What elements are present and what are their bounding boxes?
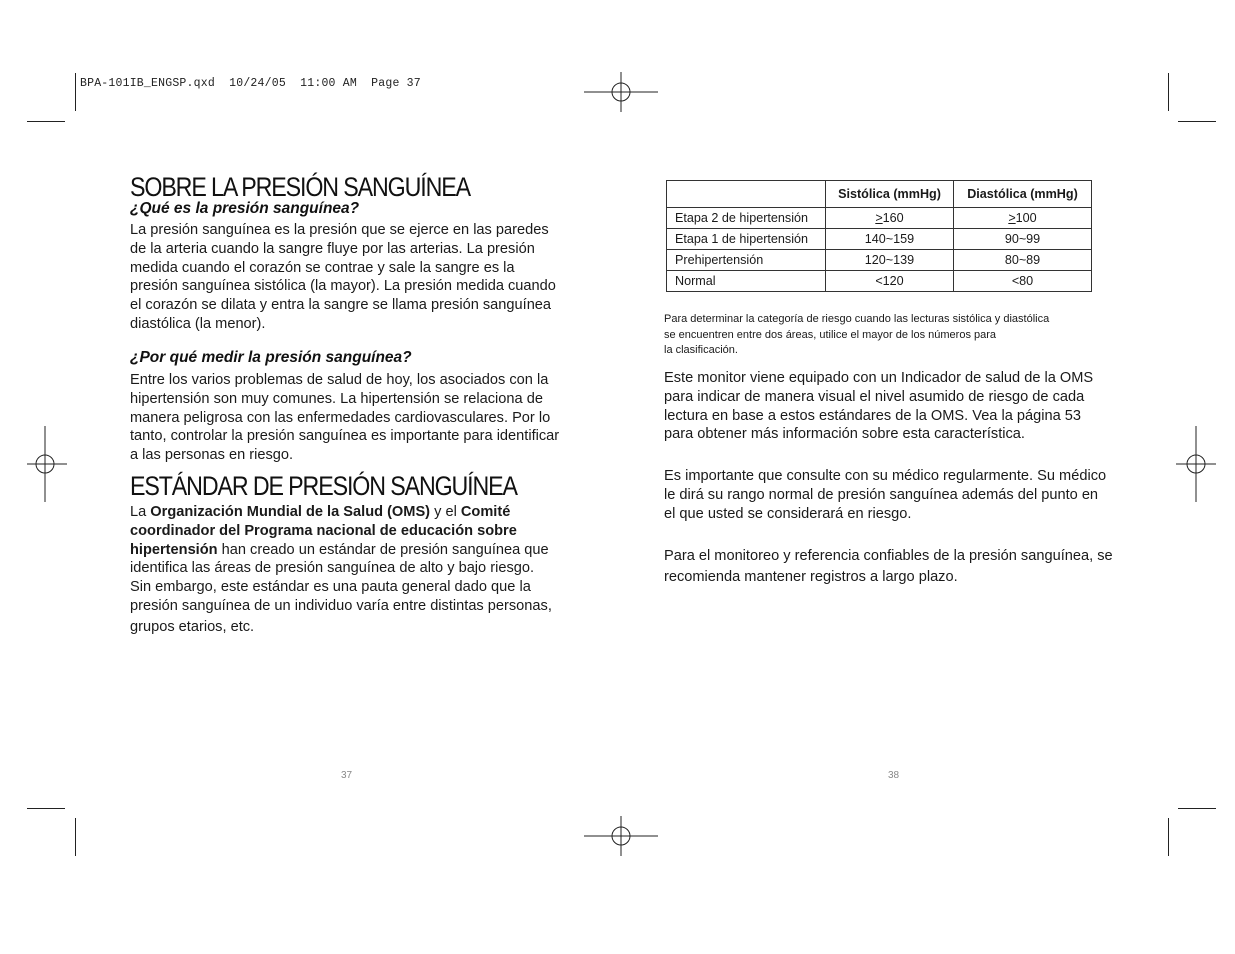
registration-mark-left: [27, 426, 67, 502]
row-label: Etapa 1 de hipertensión: [667, 229, 826, 250]
text-line: el que usted se considerará en riesgo.: [664, 505, 912, 522]
systolic-value: [826, 208, 954, 229]
crop-mark: [1168, 818, 1169, 856]
text-line: Para determinar la categoría de riesgo cuando las lecturas sistólica y diastólica: [664, 313, 1050, 325]
row-label: Etapa 2 de hipertensión: [667, 208, 826, 229]
crop-mark: [75, 818, 76, 856]
crop-mark: [1168, 73, 1169, 111]
print-slug: BPA-101IB_ENGSP.qxd 10/24/05 11:00 AM Page 37: [80, 77, 421, 90]
registration-mark-bottom: [584, 816, 658, 856]
paragraph-why-measure: [130, 371, 559, 465]
text-line: La presión sanguínea es la presión que se ejerce en las paredes: [130, 222, 549, 238]
subheading-what-is-blood-pressure: ¿Qué es la presión sanguínea?: [130, 200, 360, 217]
crop-mark: [1178, 121, 1216, 122]
table-row: [667, 208, 1092, 229]
bold-committee-name: Comité: [460, 504, 511, 520]
table-row: [667, 250, 1092, 271]
text-line: el corazón se dilata y entra la sangre se llama presión sanguínea: [130, 297, 552, 314]
diastolic-value: 90~99: [954, 229, 1092, 250]
bold-committee-name: coordinador del Programa nacional de educación sobre: [130, 522, 517, 539]
registration-mark-right: [1176, 426, 1216, 502]
value-text: 100: [1015, 211, 1037, 225]
text-line: medida cuando el corazón se contrae y sale la sangre es la: [130, 259, 515, 276]
text-run: La: [130, 504, 151, 520]
subheading-why-measure: ¿Por qué medir la presión sanguínea?: [130, 349, 412, 366]
text-line: Sin embargo, este estándar es una pauta general dado que la: [130, 579, 531, 596]
text-line: manera peligrosa con las enfermedades cardiovasculares. Por lo: [130, 409, 551, 426]
registration-mark-top: [584, 72, 658, 112]
text-line: la clasificación.: [664, 344, 738, 356]
text-line: a las personas en riesgo.: [130, 447, 294, 464]
text-line: Es importante que consulte con su médico regularmente. Su médico: [664, 468, 1107, 484]
row-label: Normal: [667, 271, 826, 292]
text-line: hipertensión son muy comunes. La hipertensión se relaciona de: [130, 390, 543, 407]
text-line: recomienda mantener registros a largo plazo.: [664, 569, 958, 585]
crop-mark: [27, 121, 65, 122]
bold-organization-name: Organización Mundial de la Salud (OMS): [150, 504, 431, 520]
text-line: presión sanguínea de un individuo varía entre distintas personas,: [130, 597, 552, 614]
paragraph-standard: [130, 503, 552, 637]
table-footnote: [664, 312, 1049, 359]
diastolic-value: <80: [954, 271, 1092, 292]
crop-mark: [75, 73, 76, 111]
systolic-value: <120: [826, 271, 954, 292]
value-text: 160: [882, 211, 904, 225]
page-number-left: 37: [341, 770, 353, 781]
text-line: Entre los varios problemas de salud de hoy, los asociados con la: [130, 372, 549, 388]
text-line: presión sanguínea sistólica (la mayor). La presión medida cuando: [130, 278, 556, 295]
diastolic-value: [954, 208, 1092, 229]
section-title-about-blood-pressure: SOBRE LA PRESIÓN SANGUÍNEA: [130, 172, 470, 202]
paragraph-consult-doctor: [664, 467, 1106, 523]
systolic-value: 120~139: [826, 250, 954, 271]
text-line: lectura en base a estos estándares de la OMS. Vea la página 53: [664, 407, 1082, 424]
table-row: [667, 271, 1092, 292]
systolic-value: 140~159: [826, 229, 954, 250]
table-row: [667, 229, 1092, 250]
text-line: grupos etarios, etc.: [130, 618, 255, 635]
ge-symbol: >: [875, 211, 883, 225]
text-line: identifica las áreas de presión sanguínea de alto y bajo riesgo.: [130, 560, 535, 577]
text-line: Este monitor viene equipado con un Indicador de salud de la OMS: [664, 370, 1094, 386]
table-header-cell: [667, 181, 826, 208]
text-line: [130, 503, 552, 522]
text-run: han creado un estándar de presión sanguínea que: [217, 541, 549, 558]
text-line: [130, 541, 552, 560]
text-line: se encuentren entre dos áreas, utilice el mayor de los números para: [664, 328, 997, 341]
crop-mark: [27, 808, 65, 809]
table-header-cell: Diastólica (mmHg): [954, 181, 1092, 208]
row-label: Prehipertensión: [667, 250, 826, 271]
blood-pressure-classification-table: [666, 180, 1092, 292]
text-line: de la arteria cuando la sangre fluye por las arterias. La presión: [130, 240, 535, 257]
paragraph-what-is: [130, 221, 556, 334]
crop-mark: [1178, 808, 1216, 809]
text-line: tanto, controlar la presión sanguínea es importante para identificar: [130, 428, 560, 445]
text-line: Para el monitoreo y referencia confiables de la presión sanguínea, se: [664, 548, 1113, 564]
text-run: y el: [430, 504, 461, 520]
text-line: le dirá su rango normal de presión sanguínea además del punto en: [664, 486, 1099, 503]
text-line: para indicar de manera visual el nivel asumido de riesgo de cada: [664, 388, 1085, 405]
text-line: para obtener más información sobre esta característica.: [664, 426, 1025, 443]
table-header-cell: Sistólica (mmHg): [826, 181, 954, 208]
ge-symbol: >: [1008, 211, 1016, 225]
section-title-blood-pressure-standard: ESTÁNDAR DE PRESIÓN SANGUÍNEA: [130, 471, 517, 501]
paragraph-who-indicator: [664, 369, 1093, 444]
paragraph-long-term-records: [664, 546, 1113, 588]
diastolic-value: 80~89: [954, 250, 1092, 271]
table-header-row: [667, 181, 1092, 208]
text-line: [130, 522, 552, 541]
text-line: diastólica (la menor).: [130, 315, 266, 332]
bold-committee-name: hipertensión: [130, 541, 218, 558]
page-number-right: 38: [888, 770, 900, 781]
